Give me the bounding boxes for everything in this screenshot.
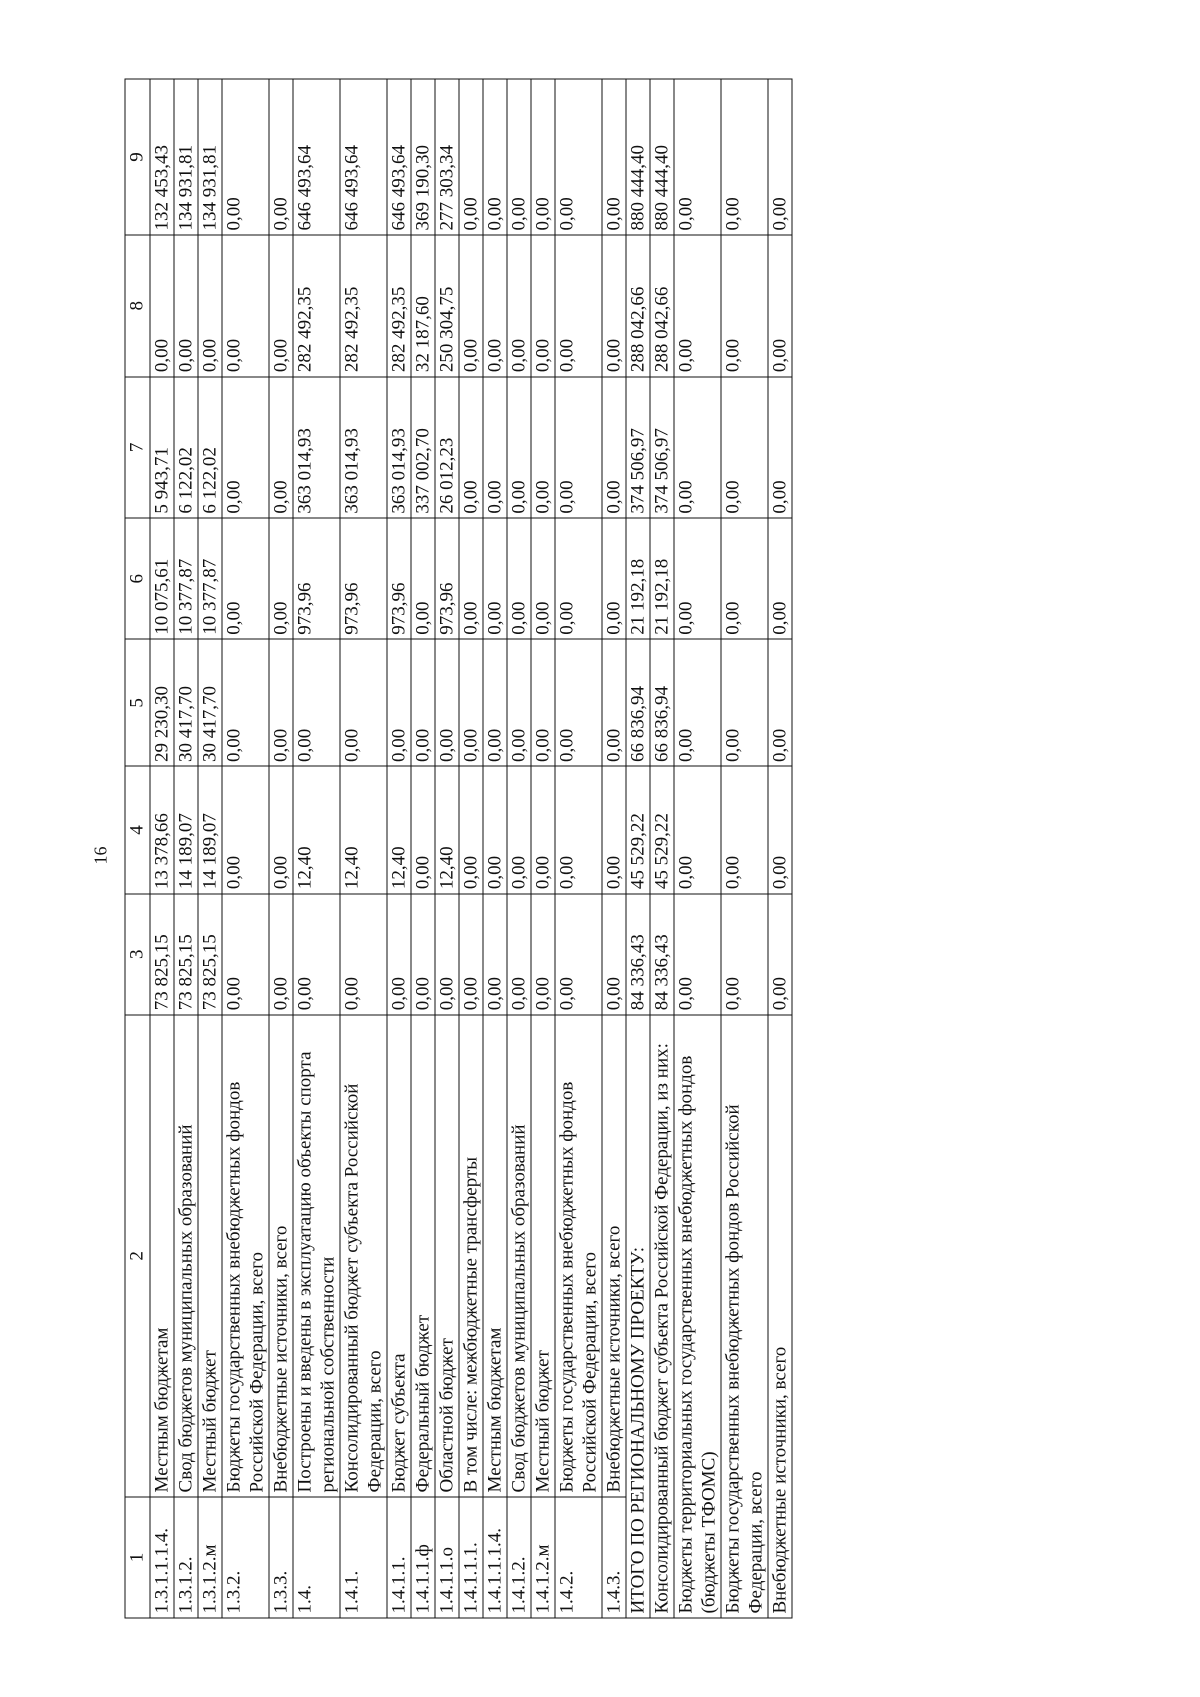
table-cell: 0,00 [269, 639, 293, 766]
table-cell: 282 492,35 [387, 235, 411, 377]
table-cell: Консолидированный бюджет субъекта Российской Федерации, всего [340, 1015, 387, 1497]
table-cell: 0,00 [768, 639, 792, 766]
table-cell: 0,00 [768, 894, 792, 1015]
table-cell: 0,00 [269, 377, 293, 519]
table-cell: 0,00 [174, 235, 198, 377]
table-cell: 0,00 [507, 518, 531, 639]
table-cell: Свод бюджетов муниципальных образований [507, 1015, 531, 1497]
table-cell: 0,00 [340, 639, 387, 766]
table-cell: 0,00 [411, 766, 435, 893]
table-cell: 0,00 [507, 894, 531, 1015]
table-cell: 0,00 [602, 766, 626, 893]
table-cell: 0,00 [507, 235, 531, 377]
col-header: 2 [125, 1015, 150, 1497]
table-cell: 973,96 [340, 518, 387, 639]
table-cell: 0,00 [483, 377, 507, 519]
table-cell: 0,00 [459, 79, 483, 235]
table-cell: 0,00 [721, 518, 768, 639]
table-cell: 282 492,35 [340, 235, 387, 377]
table-cell: 0,00 [555, 79, 602, 235]
table-cell: 1.3.3. [269, 1497, 293, 1618]
budget-table [125, 79, 793, 1619]
table-cell: 1.3.1.1.1.4. [150, 1497, 174, 1618]
table-cell: Внебюджетные источники, всего [269, 1015, 293, 1497]
table-row [483, 79, 507, 1618]
table-cell: 5 943,71 [150, 377, 174, 519]
table-row [222, 79, 269, 1618]
col-header: 8 [125, 235, 150, 377]
table-cell: 0,00 [459, 235, 483, 377]
table-cell: 0,00 [293, 894, 340, 1015]
table-cell: 337 002,70 [411, 377, 435, 519]
table-cell: 0,00 [269, 766, 293, 893]
table-cell: Федеральный бюджет [411, 1015, 435, 1497]
table-cell: 1.4.1.1.ф [411, 1497, 435, 1618]
table-cell: 30 417,70 [174, 639, 198, 766]
table-cell: 45 529,22 [650, 766, 674, 893]
table-cell: 0,00 [768, 79, 792, 235]
table-cell: 6 122,02 [198, 377, 222, 519]
table-cell: 374 506,97 [650, 377, 674, 519]
table-cell: 84 336,43 [650, 894, 674, 1015]
table-cell: 0,00 [602, 79, 626, 235]
table-cell: 0,00 [768, 377, 792, 519]
table-cell: 0,00 [483, 894, 507, 1015]
table-cell: 1.3.1.2.м [198, 1497, 222, 1618]
table-cell: 14 189,07 [198, 766, 222, 893]
table-cell: 0,00 [483, 518, 507, 639]
table-cell: 0,00 [721, 894, 768, 1015]
table-cell: Местным бюджетам [483, 1015, 507, 1497]
table-cell: 369 190,30 [411, 79, 435, 235]
table-cell: 0,00 [222, 518, 269, 639]
table-cell: 363 014,93 [340, 377, 387, 519]
table-cell: 0,00 [459, 894, 483, 1015]
table-cell: 277 303,34 [435, 79, 459, 235]
page-number: 16 [90, 846, 111, 865]
table-cell: 973,96 [435, 518, 459, 639]
rotated-page [125, 79, 1090, 1619]
table-cell: 12,40 [293, 766, 340, 893]
table-cell: 0,00 [269, 518, 293, 639]
table-cell: 12,40 [340, 766, 387, 893]
table-cell: Бюджеты государственных внебюджетных фондов Российской Федерации, всего [721, 1015, 768, 1618]
table-cell: 0,00 [768, 518, 792, 639]
table-cell: Местный бюджет [531, 1015, 555, 1497]
table-cell: 0,00 [459, 639, 483, 766]
table-cell: 0,00 [435, 894, 459, 1015]
table-cell: 0,00 [222, 639, 269, 766]
table-cell: 0,00 [387, 894, 411, 1015]
table-cell: 0,00 [198, 235, 222, 377]
table-cell: 21 192,18 [626, 518, 650, 639]
table-cell: 0,00 [483, 766, 507, 893]
table-cell: 73 825,15 [174, 894, 198, 1015]
table-cell: 0,00 [555, 639, 602, 766]
table-cell: 0,00 [602, 235, 626, 377]
table-cell: 0,00 [483, 235, 507, 377]
table-row [602, 79, 626, 1618]
table-cell: 0,00 [435, 639, 459, 766]
table-cell: 880 444,40 [626, 79, 650, 235]
table-cell: 0,00 [483, 639, 507, 766]
table-cell: Внебюджетные источники, всего [602, 1015, 626, 1497]
table-cell: 0,00 [602, 377, 626, 519]
table-cell: 0,00 [459, 377, 483, 519]
table-cell: Построены и введены в эксплуатацию объекты спорта региональной собственности [293, 1015, 340, 1497]
table-row [269, 79, 293, 1618]
col-header: 7 [125, 377, 150, 519]
summary-row [674, 79, 721, 1618]
table-cell: 0,00 [269, 235, 293, 377]
table-row [387, 79, 411, 1618]
total-row [626, 79, 650, 1618]
summary-row [650, 79, 674, 1618]
table-cell: ИТОГО ПО РЕГИОНАЛЬНОМУ ПРОЕКТУ: [626, 1015, 650, 1618]
table-cell: 0,00 [459, 518, 483, 639]
table-cell: 0,00 [721, 766, 768, 893]
table-cell: 134 931,81 [174, 79, 198, 235]
table-row [507, 79, 531, 1618]
table-cell: 32 187,60 [411, 235, 435, 377]
table-cell: 0,00 [222, 894, 269, 1015]
table-cell: 0,00 [222, 766, 269, 893]
table-cell: 1.4.2. [555, 1497, 602, 1618]
table-cell: 12,40 [387, 766, 411, 893]
table-cell: 0,00 [507, 766, 531, 893]
table-cell: 0,00 [602, 639, 626, 766]
table-cell: 0,00 [411, 518, 435, 639]
table-cell: Внебюджетные источники, всего [768, 1015, 792, 1618]
table-cell: 1.4.1.1.1. [459, 1497, 483, 1618]
table-cell: 0,00 [531, 235, 555, 377]
table-cell: 0,00 [721, 79, 768, 235]
table-body [150, 79, 792, 1618]
table-cell: 66 836,94 [650, 639, 674, 766]
table-cell: 1.3.2. [222, 1497, 269, 1618]
table-cell: 29 230,30 [150, 639, 174, 766]
table-cell: 0,00 [721, 639, 768, 766]
table-cell: 0,00 [507, 79, 531, 235]
table-cell: 0,00 [507, 377, 531, 519]
table-cell: 973,96 [293, 518, 340, 639]
table-cell: 0,00 [674, 235, 721, 377]
table-cell: 0,00 [222, 235, 269, 377]
table-cell: 250 304,75 [435, 235, 459, 377]
table-cell: 0,00 [674, 79, 721, 235]
table-cell: 14 189,07 [174, 766, 198, 893]
table-cell: 0,00 [459, 766, 483, 893]
table-cell: 0,00 [674, 766, 721, 893]
table-cell: Бюджеты государственных внебюджетных фондов Российской Федерации, всего [555, 1015, 602, 1497]
table-cell: 12,40 [435, 766, 459, 893]
table-cell: 1.4. [293, 1497, 340, 1618]
col-header: 9 [125, 79, 150, 235]
table-cell: Местный бюджет [198, 1015, 222, 1497]
table-cell: Областной бюджет [435, 1015, 459, 1497]
table-cell: 0,00 [768, 766, 792, 893]
table-row [293, 79, 340, 1618]
table-cell: 10 377,87 [174, 518, 198, 639]
table-cell: 0,00 [555, 894, 602, 1015]
table-cell: 646 493,64 [387, 79, 411, 235]
table-cell: 1.4.1. [340, 1497, 387, 1618]
table-cell: 0,00 [721, 235, 768, 377]
table-row [150, 79, 174, 1618]
table-cell: 1.3.1.2. [174, 1497, 198, 1618]
table-cell: 1.4.3. [602, 1497, 626, 1618]
table-cell: 0,00 [674, 377, 721, 519]
table-cell: 10 377,87 [198, 518, 222, 639]
table-cell: 10 075,61 [150, 518, 174, 639]
header-row [125, 79, 150, 1618]
table-cell: Свод бюджетов муниципальных образований [174, 1015, 198, 1497]
table-row [459, 79, 483, 1618]
table-cell: 0,00 [721, 377, 768, 519]
table-row [174, 79, 198, 1618]
table-cell: Бюджеты территориальных государственных внебюджетных фондов (бюджеты ТФОМС) [674, 1015, 721, 1618]
table-cell: 1.4.1.1.1.4. [483, 1497, 507, 1618]
col-header: 4 [125, 766, 150, 893]
table-cell: 132 453,43 [150, 79, 174, 235]
table-cell: 45 529,22 [626, 766, 650, 893]
table-row [435, 79, 459, 1618]
table-cell: 288 042,66 [626, 235, 650, 377]
table-cell: 0,00 [507, 639, 531, 766]
table-cell: 1.4.1.1. [387, 1497, 411, 1618]
table-cell: Бюджеты государственных внебюджетных фондов Российской Федерации, всего [222, 1015, 269, 1497]
table-cell: 0,00 [674, 639, 721, 766]
col-header: 3 [125, 894, 150, 1015]
table-cell: 880 444,40 [650, 79, 674, 235]
table-cell: В том числе: межбюджетные трансферты [459, 1015, 483, 1497]
table-cell: 0,00 [411, 639, 435, 766]
table-cell: 21 192,18 [650, 518, 674, 639]
table-cell: 0,00 [483, 79, 507, 235]
table-cell: 0,00 [387, 639, 411, 766]
table-cell: 1.4.1.2. [507, 1497, 531, 1618]
table-cell: 1.4.1.1.о [435, 1497, 459, 1618]
table-cell: 0,00 [411, 894, 435, 1015]
table-cell: 134 931,81 [198, 79, 222, 235]
table-cell: 0,00 [531, 894, 555, 1015]
table-cell: 0,00 [555, 518, 602, 639]
col-header: 5 [125, 639, 150, 766]
table-cell: 30 417,70 [198, 639, 222, 766]
table-cell: 0,00 [269, 894, 293, 1015]
table-cell: Консолидированный бюджет субъекта Российской Федерации, из них: [650, 1015, 674, 1618]
summary-row [721, 79, 768, 1618]
table-cell: 0,00 [150, 235, 174, 377]
table-cell: 0,00 [555, 235, 602, 377]
table-row [198, 79, 222, 1618]
table-cell: 0,00 [602, 894, 626, 1015]
table-cell: 13 378,66 [150, 766, 174, 893]
table-cell: 363 014,93 [387, 377, 411, 519]
table-cell: 0,00 [531, 377, 555, 519]
table-row [531, 79, 555, 1618]
table-cell: 0,00 [602, 518, 626, 639]
table-row [340, 79, 387, 1618]
table-cell: 0,00 [531, 766, 555, 893]
table-cell: 0,00 [531, 518, 555, 639]
table-cell: 84 336,43 [626, 894, 650, 1015]
col-header: 6 [125, 518, 150, 639]
table-cell: 73 825,15 [198, 894, 222, 1015]
table-cell: 363 014,93 [293, 377, 340, 519]
table-cell: 0,00 [340, 894, 387, 1015]
table-cell: 973,96 [387, 518, 411, 639]
table-cell: 0,00 [555, 377, 602, 519]
table-cell: 0,00 [531, 79, 555, 235]
table-cell: 1.4.1.2.м [531, 1497, 555, 1618]
table-cell: 0,00 [222, 377, 269, 519]
table-cell: 374 506,97 [626, 377, 650, 519]
table-row [555, 79, 602, 1618]
table-cell: 282 492,35 [293, 235, 340, 377]
table-cell: 0,00 [674, 518, 721, 639]
table-cell: 646 493,64 [293, 79, 340, 235]
table-cell: 288 042,66 [650, 235, 674, 377]
table-cell: 646 493,64 [340, 79, 387, 235]
table-cell: 0,00 [222, 79, 269, 235]
summary-row [768, 79, 792, 1618]
table-cell: 66 836,94 [626, 639, 650, 766]
table-cell: 0,00 [768, 235, 792, 377]
table-cell: 0,00 [531, 639, 555, 766]
col-header: 1 [125, 1497, 150, 1618]
table-cell: Бюджет субъекта [387, 1015, 411, 1497]
table-cell: 0,00 [293, 639, 340, 766]
table-cell: 0,00 [555, 766, 602, 893]
table-cell: 0,00 [269, 79, 293, 235]
table-row [411, 79, 435, 1618]
table-cell: Местным бюджетам [150, 1015, 174, 1497]
table-cell: 6 122,02 [174, 377, 198, 519]
table-cell: 0,00 [674, 894, 721, 1015]
table-cell: 26 012,23 [435, 377, 459, 519]
table-cell: 73 825,15 [150, 894, 174, 1015]
